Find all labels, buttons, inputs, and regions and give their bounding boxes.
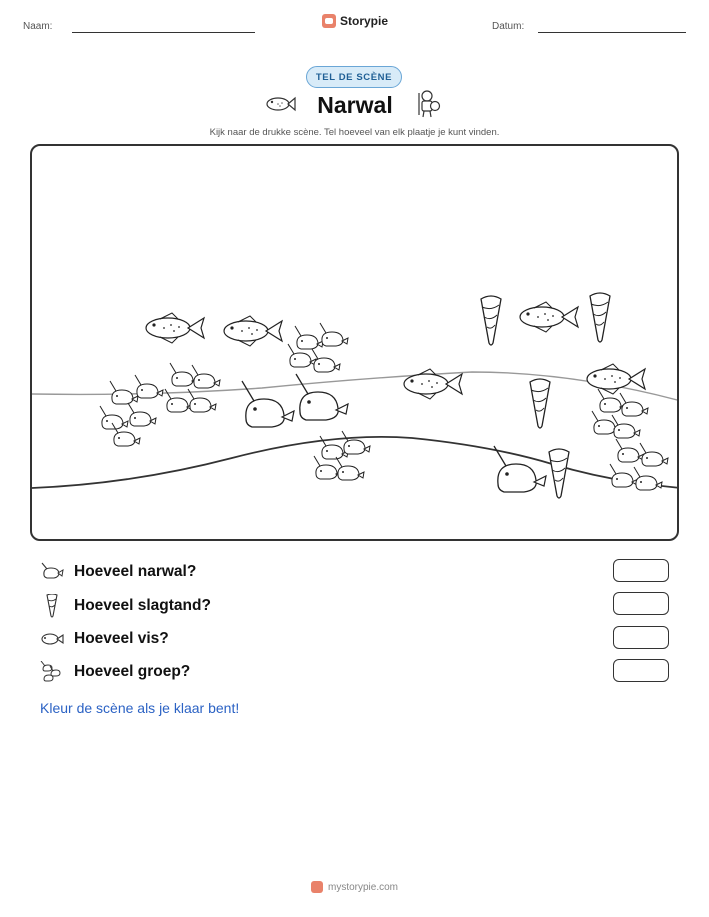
page-title: Narwal: [317, 92, 393, 118]
storypie-logo-icon: [311, 881, 323, 893]
question-row: [40, 661, 190, 683]
fish: [587, 364, 645, 394]
fish: [146, 313, 204, 343]
group: [165, 363, 220, 412]
answer-box[interactable]: [613, 659, 669, 682]
tusk: [590, 293, 610, 342]
site-url: mystorypie.com: [327, 881, 398, 893]
fish-icon: [40, 628, 64, 650]
answer-box[interactable]: [613, 592, 669, 615]
fish-icon: [265, 95, 297, 113]
coloring-instruction: Kleur de scène als je klaar bent!: [40, 700, 240, 716]
name-label: Naam:: [23, 21, 53, 32]
question-row: [40, 628, 169, 650]
scene-illustration: [32, 146, 679, 541]
group: [610, 439, 668, 490]
narwhal: [494, 446, 546, 492]
question-label: Hoeveel vis?: [74, 630, 169, 647]
question-row: [40, 561, 196, 583]
instructions: Kijk naar de drukke scène. Tel hoeveel van elk plaatje je kunt vinden.: [209, 127, 500, 138]
answer-box[interactable]: [613, 559, 669, 582]
tusk: [549, 449, 569, 498]
tusk: [481, 296, 501, 345]
answer-box[interactable]: [613, 626, 669, 649]
tusk-icon: [40, 595, 64, 617]
brand-name: Storypie: [340, 14, 389, 28]
fish: [520, 302, 578, 332]
scene-panel: [30, 144, 679, 541]
storypie-logo-icon: [322, 14, 336, 28]
knight-icon: [415, 89, 441, 119]
activity-badge: TEL DE SCÈNE: [306, 66, 402, 88]
group: [100, 375, 163, 446]
question-row: [40, 595, 211, 617]
date-label: Datum:: [492, 21, 525, 32]
name-line[interactable]: [72, 32, 255, 33]
question-label: Hoeveel groep?: [74, 663, 191, 680]
question-label: Hoeveel slagtand?: [74, 597, 211, 614]
date-line[interactable]: [538, 32, 686, 33]
fish: [224, 316, 282, 346]
group: [288, 323, 348, 372]
group-icon: [40, 661, 64, 683]
narwhal-icon: [40, 561, 64, 583]
tusk: [530, 379, 550, 428]
site-footer: [0, 881, 709, 893]
group: [592, 389, 648, 438]
question-label: Hoeveel narwal?: [74, 563, 197, 580]
brand: [322, 14, 388, 28]
